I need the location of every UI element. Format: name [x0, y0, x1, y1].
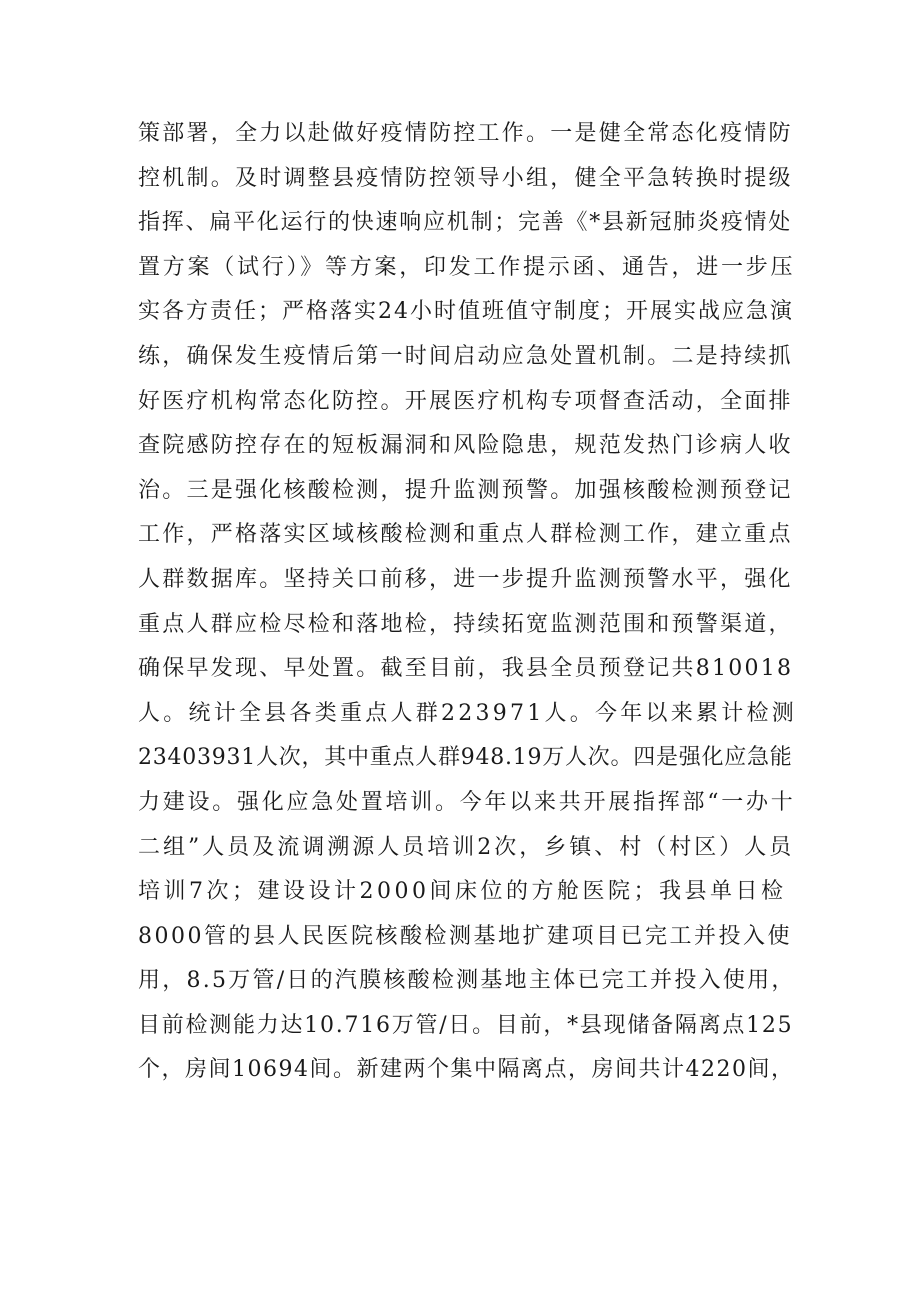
text-line: 实各方责任；严格落实24小时值班值守制度；开展实战应急演: [138, 299, 794, 325]
text-line: 工作，严格落实区域核酸检测和重点人群检测工作，建立重点: [138, 522, 793, 548]
text-line: 培训7次；建设设计2000间床位的方舱医院；我县单日检: [138, 879, 787, 905]
text-line: 个，房间10694间。新建两个集中隔离点，房间共计4220间，: [138, 1057, 795, 1083]
text-line: 查院感防控存在的短板漏洞和风险隐患，规范发热门诊病人收: [138, 433, 793, 459]
text-line: 人群数据库。坚持关口前移，进一步提升监测预警水平，强化: [138, 566, 793, 592]
text-line: 人。统计全县各类重点人群223971人。今年以来累计检测: [138, 700, 797, 726]
text-line: 练，确保发生疫情后第一时间启动应急处置机制。二是持续抓: [138, 343, 793, 369]
body-paragraph: [138, 112, 798, 1093]
text-line: 指挥、扁平化运行的快速响应机制；完善《*县新冠肺炎疫情处: [138, 210, 793, 236]
text-line: 控机制。及时调整县疫情防控领导小组，健全平急转换时提级: [138, 165, 793, 191]
text-line: 力建设。强化应急处置培训。今年以来共开展指挥部“一办十: [138, 789, 796, 815]
text-line: 用，8.5万管/日的汽膜核酸检测基地主体已完工并投入使用，: [138, 968, 796, 994]
text-line: 好医疗机构常态化防控。开展医疗机构专项督查活动，全面排: [138, 388, 793, 414]
text-line: 策部署，全力以赴做好疫情防控工作。一是健全常态化疫情防: [138, 121, 793, 146]
text-line: 重点人群应检尽检和落地检，持续拓宽监测范围和预警渠道，: [138, 611, 793, 637]
text-line: 置方案（试行）》等方案，印发工作提示函、通告，进一步压: [138, 254, 796, 280]
text-line: 确保早发现、早处置。截至目前，我县全员预登记共810018: [138, 656, 794, 682]
text-line: 23403931人次，其中重点人群948.19万人次。四是强化应急能: [138, 745, 793, 771]
text-line: 8000管的县人民医院核酸检测基地扩建项目已完工并投入使: [138, 923, 792, 949]
text-line: 二组”人员及流调溯源人员培训2次，乡镇、村（村区）人员: [138, 834, 795, 860]
text-line: 目前检测能力达10.716万管/日。目前，*县现储备隔离点125: [138, 1012, 794, 1038]
text-line: 治。三是强化核酸检测，提升监测预警。加强核酸检测预登记: [138, 477, 793, 503]
